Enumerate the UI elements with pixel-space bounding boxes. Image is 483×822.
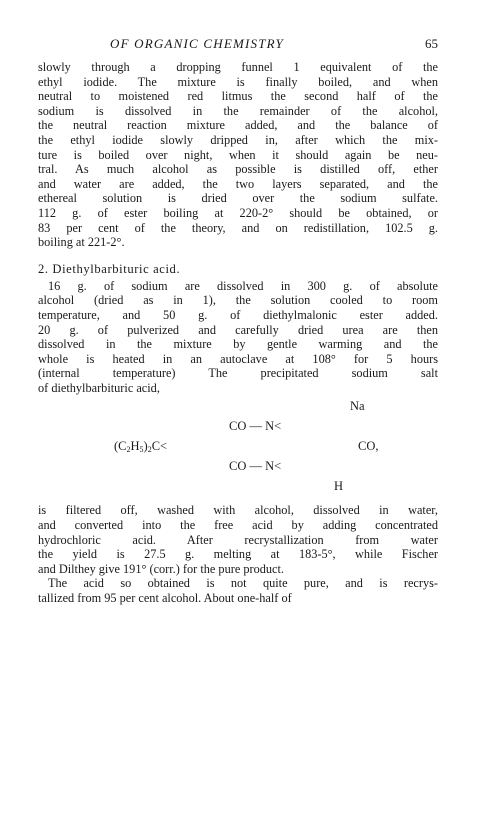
- page-header: [38, 36, 438, 60]
- text-line: the yield is 27.5 g. melting at 183-5°, while Fischer: [38, 547, 438, 562]
- text-line: dissolved in the mixture by gentle warming and the: [38, 337, 438, 352]
- page-number: 65: [425, 36, 438, 51]
- text-line: ethyl iodide. The mixture is finally boiled, and when: [38, 74, 438, 89]
- running-title: OF ORGANIC CHEMISTRY: [110, 36, 284, 51]
- text-line: 112 g. of ester boiling at 220-2° should be obtained, or: [38, 205, 438, 220]
- text-line: the neutral reaction mixture added, and the balance of: [38, 118, 438, 133]
- text-line: ture is boiled over night, when it should again be neu-: [38, 147, 438, 162]
- paragraph-condensation: [38, 279, 438, 396]
- text-line: and converted into the free acid by adding concentrated: [38, 518, 438, 533]
- paragraph-recrystallization: [38, 576, 438, 605]
- text-line: hydrochloric acid. After recrystallization from water: [38, 532, 438, 547]
- formula-co-right: CO,: [358, 439, 379, 454]
- text-line: sodium is dissolved in the remainder of the alcohol,: [38, 103, 438, 118]
- text-line: neutral to moistened red litmus the second half of the: [38, 89, 438, 104]
- text-line: the ethyl iodide slowly dripped in, after which the mix-: [38, 132, 438, 147]
- formula-co-top: CO — N<: [229, 419, 282, 434]
- text-line: and Dilthey give 191° (corr.) for the pure product.: [38, 561, 284, 576]
- text-line: ethereal solution is dried over the sodium sulfate.: [38, 191, 438, 206]
- paragraph-acidification: [38, 503, 438, 576]
- text-line: of diethylbarbituric acid,: [38, 380, 160, 395]
- text-line: temperature, and 50 g. of diethylmalonic ester added.: [38, 307, 438, 322]
- text-line: 20 g. of pulverized and carefully dried urea are then: [38, 322, 438, 337]
- formula-ethyl-group: $(C_2H_5)_2C<$: [114, 439, 168, 455]
- structural-formula: [38, 395, 438, 503]
- formula-sodium: Na: [350, 399, 365, 414]
- text-line: whole is heated in an autoclave at 108° for 5 hours: [38, 351, 438, 366]
- text-line: The acid so obtained is not quite pure, and is recrys-: [48, 576, 438, 591]
- text-line: alcohol (dried as in 1), the solution cooled to room: [38, 293, 438, 308]
- text-line: boiling at 221-2°.: [38, 235, 125, 250]
- book-page: [38, 36, 438, 606]
- text-line: slowly through a dropping funnel 1 equivalent of the: [38, 60, 438, 74]
- paragraph-ethylation: [38, 60, 438, 250]
- text-line: 16 g. of sodium are dissolved in 300 g. of absolute: [48, 278, 438, 293]
- text-line: is filtered off, washed with alcohol, dissolved in water,: [38, 503, 438, 518]
- text-line: tallized from 95 per cent alcohol. About one-half of: [38, 591, 292, 606]
- text-line: tral. As much alcohol as possible is distilled off, ether: [38, 162, 438, 177]
- text-line: 83 per cent of the theory, and on redistillation, 102.5 g.: [38, 220, 438, 235]
- section-heading: 2. Diethylbarbituric acid.: [38, 261, 181, 276]
- formula-co-bottom: CO — N<: [229, 459, 282, 474]
- formula-hydrogen: H: [334, 479, 344, 494]
- text-line: and water are added, the two layers separated, and the: [38, 176, 438, 191]
- text-line: (internal temperature) The precipitated sodium salt: [38, 366, 438, 381]
